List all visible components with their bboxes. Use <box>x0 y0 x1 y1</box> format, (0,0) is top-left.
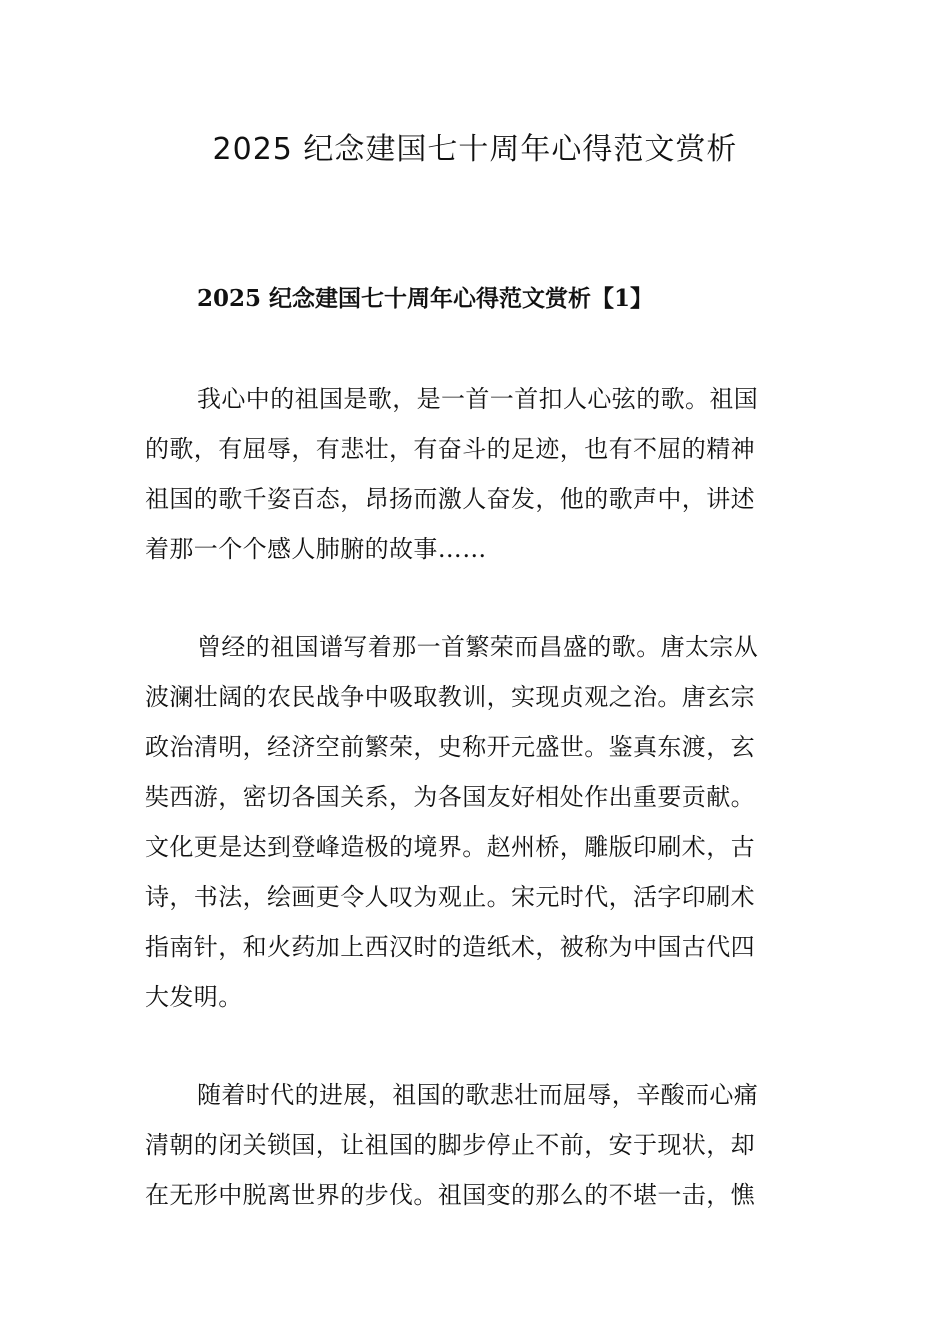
paragraph-line: 诗，书法，绘画更令人叹为观止。宋元时代，活字印刷术 <box>145 883 755 911</box>
paragraph-line: 政治清明，经济空前繁荣，史称开元盛世。鉴真东渡，玄 <box>145 733 755 761</box>
paragraph-line: 我心中的祖国是歌，是一首一首扣人心弦的歌。祖国 <box>197 385 759 413</box>
paragraph <box>145 1070 810 1220</box>
paragraph <box>145 622 810 1022</box>
paragraph-line: 随着时代的进展，祖国的歌悲壮而屈辱，辛酸而心痛 <box>197 1081 759 1109</box>
paragraph-line: 曾经的祖国谱写着那一首繁荣而昌盛的歌。唐太宗从 <box>197 633 759 661</box>
paragraph-line: 清朝的闭关锁国，让祖国的脚步停止不前，安于现状，却 <box>145 1131 755 1159</box>
section-heading: 2025 纪念建国七十周年心得范文赏析【1】 <box>197 285 654 312</box>
paragraph-line: 波澜壮阔的农民战争中吸取教训，实现贞观之治。唐玄宗 <box>145 683 755 711</box>
paragraph-line: 的歌，有屈辱，有悲壮，有奋斗的足迹，也有不屈的精神 <box>145 435 755 463</box>
document-title: 2025 纪念建国七十周年心得范文赏析 <box>212 132 738 167</box>
paragraph <box>145 374 810 574</box>
paragraph-line: 文化更是达到登峰造极的境界。赵州桥，雕版印刷术，古 <box>145 833 755 861</box>
paragraph-line: 奘西游，密切各国关系，为各国友好相处作出重要贡献。 <box>145 783 755 811</box>
paragraph-line: 祖国的歌千姿百态，昂扬而激人奋发，他的歌声中，讲述 <box>145 485 755 513</box>
paragraph-line: 指南针，和火药加上西汉时的造纸术，被称为中国古代四 <box>145 933 755 961</box>
paragraph-line: 着那一个个感人肺腑的故事…… <box>145 535 487 563</box>
paragraph-line: 在无形中脱离世界的步伐。祖国变的那么的不堪一击，憔 <box>145 1181 755 1209</box>
paragraph-line: 大发明。 <box>145 983 243 1011</box>
